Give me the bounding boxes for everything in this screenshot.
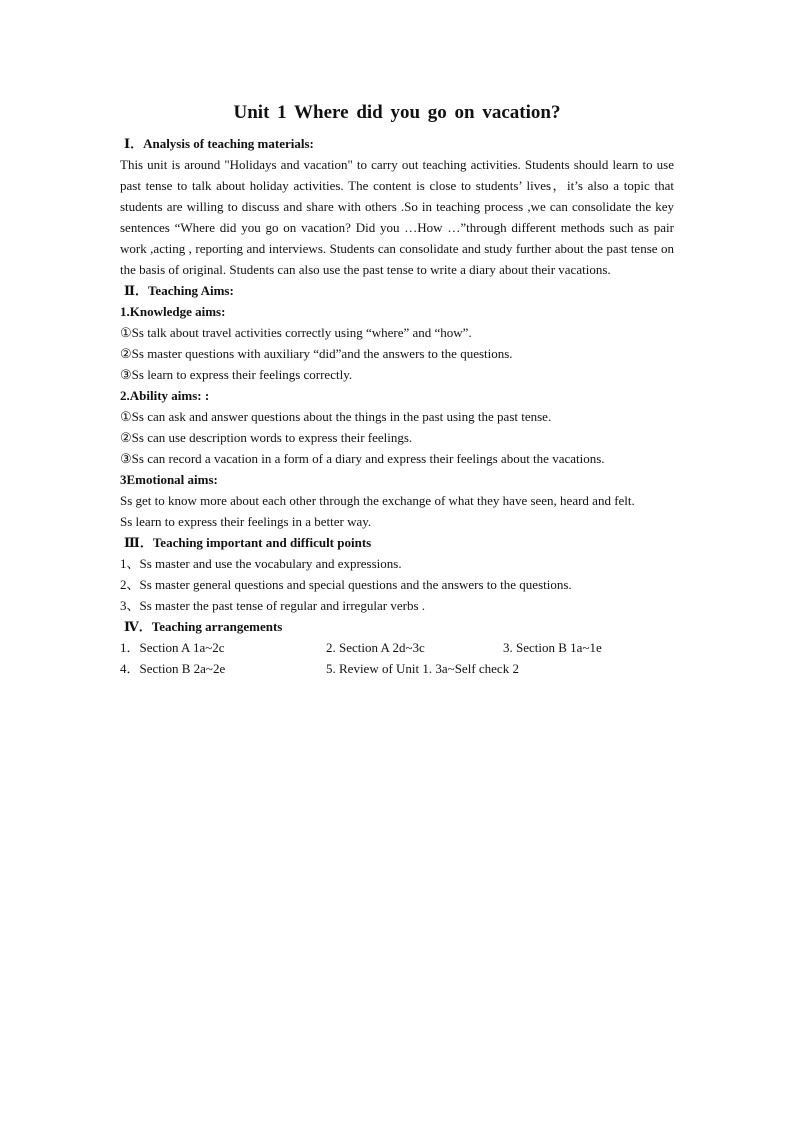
analysis-paragraph: This unit is around "Holidays and vacation" to carry out teaching activities. Students should learn to use past tense to talk about holiday activities. The content is close to students’ lives，it’s also a topic that students are willing to discuss and share with others .So in teaching process ,we can consolidate the key sentences “Where did you go on vacation? Did you …How …”through different methods such as pair work ,acting , reporting and interviews. Students can consolidate and study further about the past tense on the basis of original. Students can also use the past tense to write a diary about their vacations. — [120, 157, 674, 277]
emotional-aims-line: Ss learn to express their feelings in a better way. — [120, 514, 372, 529]
important-point-item: 3、Ss master the past tense of regular and irregular verbs . — [120, 598, 426, 613]
arrangement-item: 3. Section B 1a~1e — [503, 640, 602, 655]
ability-aim-item: ②Ss can use description words to express their feelings. — [120, 430, 413, 445]
ability-aims-heading: 2.Ability aims: : — [120, 388, 210, 403]
important-point-item: 1、Ss master and use the vocabulary and expressions. — [120, 556, 402, 571]
knowledge-aims-heading: 1.Knowledge aims: — [120, 304, 226, 319]
section-heading-teaching-aims: Ⅱ．Teaching Aims: — [124, 283, 234, 298]
section-heading-arrangements: Ⅳ．Teaching arrangements — [124, 619, 283, 634]
arrangement-row — [120, 637, 674, 658]
knowledge-aim-item: ①Ss talk about travel activities correctly using “where” and “how”. — [120, 325, 472, 340]
arrangement-item: 5. Review of Unit 1. 3a~Self check 2 — [326, 661, 519, 676]
emotional-aims-heading: 3Emotional aims: — [120, 472, 218, 487]
emotional-aims-paragraph: Ss get to know more about each other through the exchange of what they have seen, heard and felt. — [120, 493, 635, 508]
ability-aim-item: ③Ss can record a vacation in a form of a diary and express their feelings about the vacations. — [120, 451, 605, 466]
section-heading-analysis: Ⅰ．Analysis of teaching materials: — [124, 136, 314, 151]
ability-aim-item: ①Ss can ask and answer questions about the things in the past using the past tense. — [120, 409, 552, 424]
page-title: Unit 1 Where did you go on vacation? — [233, 102, 561, 123]
knowledge-aim-item: ②Ss master questions with auxiliary “did”and the answers to the questions. — [120, 346, 513, 361]
arrangement-item: 1．Section A 1a~2c — [120, 640, 225, 655]
section-heading-important-points: Ⅲ．Teaching important and difficult points — [124, 535, 372, 550]
arrangement-row — [120, 658, 674, 679]
knowledge-aim-item: ③Ss learn to express their feelings correctly. — [120, 367, 353, 382]
arrangement-item: 2. Section A 2d~3c — [326, 640, 425, 655]
important-point-item: 2、Ss master general questions and special questions and the answers to the questions. — [120, 577, 572, 592]
document-page — [120, 102, 674, 679]
arrangement-item: 4．Section B 2a~2e — [120, 661, 226, 676]
